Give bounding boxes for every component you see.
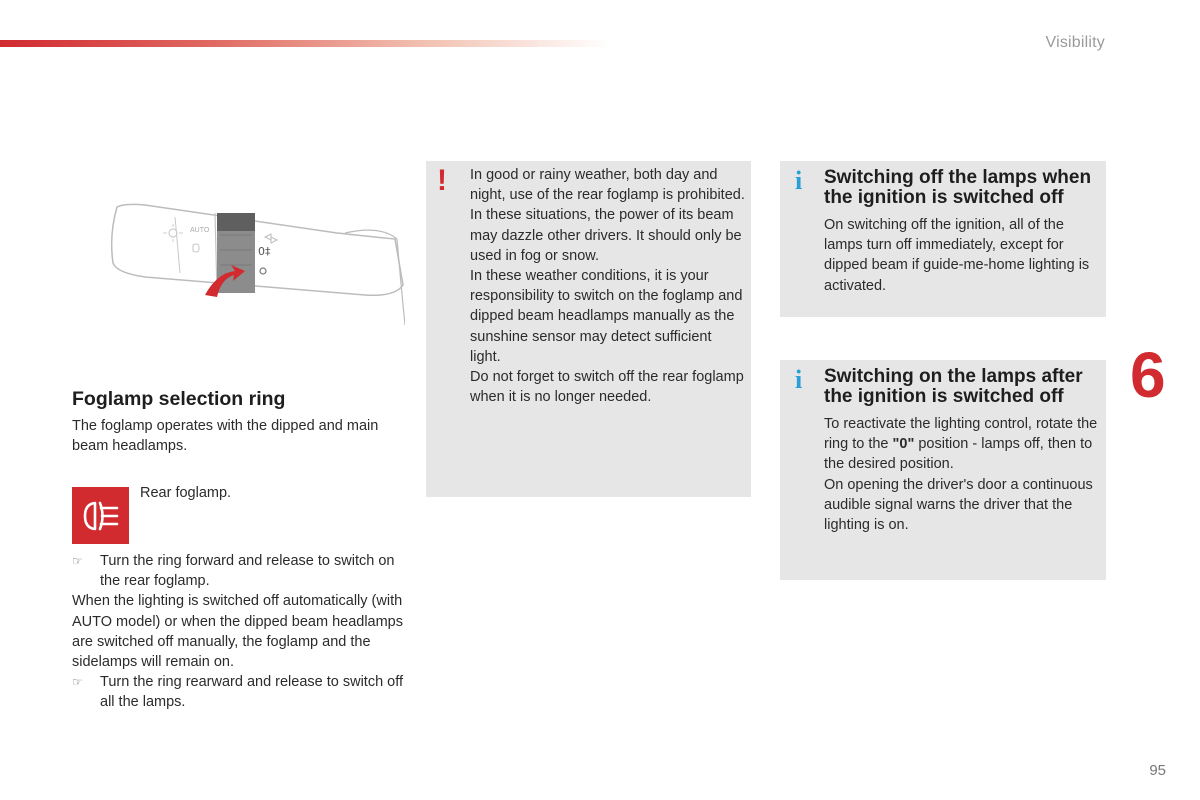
rear-foglamp-label: Rear foglamp. <box>140 485 232 501</box>
warning-paragraph: In good or rainy weather, both day and night, use of the rear foglamp is prohibited. In these situations, the power of its beam may dazzle other drivers. It should only be used in fog or snow. <box>470 167 745 264</box>
foglamp-steps <box>72 551 407 713</box>
audible-signal-text: On opening the driver's door a continuous audible signal warns the driver that the lighting is on. <box>824 476 1093 534</box>
zero-position: "0" <box>892 436 915 453</box>
info-icon: i <box>795 365 803 394</box>
step-switch-off: Turn the ring rearward and release to switch off all the lamps. <box>100 674 404 711</box>
auto-label: AUTO <box>190 227 210 234</box>
warning-paragraph: Do not forget to switch off the rear foglamp when it is no longer needed. <box>470 369 744 406</box>
info-title: Switching off the lamps when the ignition is switched off <box>824 167 1092 208</box>
pointing-hand-icon: ☞ <box>72 675 83 690</box>
warning-paragraph: In these weather conditions, it is your responsibility to switch on the foglamp and dipped beam headlamps manually as the sunshine sensor may detect sufficient light. <box>470 268 743 365</box>
list-item <box>72 551 407 591</box>
foglamp-intro-text: The foglamp operates with the dipped and main beam headlamps. <box>72 418 379 455</box>
list-item <box>72 672 407 712</box>
reactivate-text: To reactivate the lighting control, rotate the ring to the "0" position - lamps off, then to the desired position. <box>824 416 1098 473</box>
page-number: 95 <box>1149 762 1166 779</box>
step-switch-on: Turn the ring forward and release to switch on the rear foglamp. <box>100 553 395 590</box>
chapter-number: 6 <box>1130 339 1166 411</box>
section-title: Visibility <box>1045 34 1105 51</box>
info-text: On switching off the ignition, all of the lamps turn off immediately, except for dipped beam if guide-me-home lighting is activated. <box>824 217 1090 294</box>
info-text <box>824 414 1099 535</box>
info-icon: i <box>795 166 803 195</box>
rear-foglamp-icon <box>72 487 129 544</box>
svg-text:0‡: 0‡ <box>258 245 271 258</box>
pointing-hand-icon: ☞ <box>72 554 83 568</box>
lighting-stalk-illustration <box>105 195 405 335</box>
warning-text <box>470 165 745 407</box>
header-accent-bar <box>0 40 610 47</box>
info-title: Switching on the lamps after the ignition is switched off <box>824 366 1083 407</box>
foglamp-heading: Foglamp selection ring <box>72 388 286 410</box>
warning-icon: ! <box>437 164 447 197</box>
auto-lighting-note: When the lighting is switched off automatically (with AUTO model) or when the dipped beam headlamps are switched off manually, the foglamp and the sidelamps will remain on. <box>72 593 404 671</box>
